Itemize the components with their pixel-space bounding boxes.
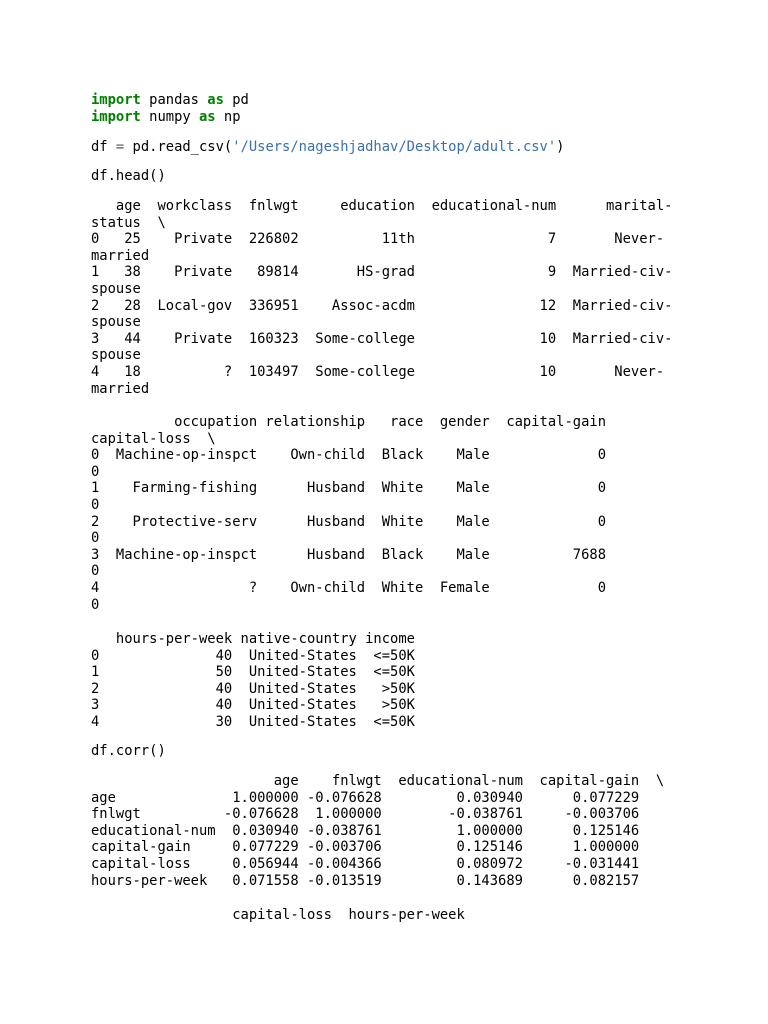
- corr-output-part2: [91, 907, 465, 924]
- head-call-line: df.head(): [91, 168, 166, 184]
- output-line: educational-num 0.030940 -0.038761 1.000000 0.125146: [91, 822, 640, 839]
- output-line: 2 Protective-serv Husband White Male 0: [91, 513, 606, 530]
- output-line: married: [91, 380, 150, 397]
- output-line: married: [91, 247, 150, 264]
- output-line: 2 28 Local-gov 336951 Assoc-acdm 12 Married-civ-: [91, 297, 673, 314]
- csv-path-string: '/Users/nageshjadhav/Desktop/adult.csv': [232, 139, 557, 155]
- as-keyword: as: [207, 92, 224, 108]
- output-line: capital-gain 0.077229 -0.003706 0.125146 1.000000: [91, 839, 640, 856]
- output-line: 0: [91, 563, 100, 580]
- head-output-part2: [91, 414, 606, 613]
- output-line: spouse: [91, 280, 141, 297]
- output-line: 4 ? Own-child White Female 0: [91, 579, 606, 596]
- output-line: age 1.000000 -0.076628 0.030940 0.077229: [91, 789, 640, 806]
- output-line: occupation relationship race gender capital-gain: [91, 414, 606, 430]
- variable-name: df: [91, 139, 116, 155]
- output-line: 0: [91, 463, 100, 480]
- output-line: 0 25 Private 226802 11th 7 Never-: [91, 231, 665, 248]
- import-keyword: import: [91, 109, 141, 125]
- output-line: fnlwgt -0.076628 1.000000 -0.038761 -0.003706: [91, 806, 640, 823]
- output-line: status \: [91, 214, 166, 231]
- read-csv-line: [91, 139, 564, 156]
- import-numpy-line: [91, 109, 241, 126]
- module-alias: np: [215, 109, 241, 125]
- output-line: hours-per-week 0.071558 -0.013519 0.143689 0.082157: [91, 872, 640, 889]
- import-keyword: import: [91, 92, 141, 108]
- output-line: 0: [91, 496, 100, 513]
- corr-call-line: df.corr(): [91, 743, 166, 759]
- module-name: numpy: [140, 109, 199, 125]
- output-line: capital-loss 0.056944 -0.004366 0.080972 -0.031441: [91, 855, 640, 872]
- as-keyword: as: [199, 109, 216, 125]
- head-output-part1: [91, 198, 672, 397]
- corr-output-part1: [91, 773, 664, 889]
- output-line: 0 Machine-op-inspct Own-child Black Male 0: [91, 447, 606, 464]
- output-line: age workclass fnlwgt education educational-num marital-: [91, 198, 673, 214]
- output-line: 3 44 Private 160323 Some-college 10 Married-civ-: [91, 330, 673, 347]
- output-line: 0 40 United-States <=50K: [91, 647, 415, 664]
- output-line: 4 18 ? 103497 Some-college 10 Never-: [91, 363, 665, 380]
- output-line: spouse: [91, 347, 141, 364]
- function-call: pd.read_csv(: [124, 139, 233, 155]
- module-alias: pd: [223, 92, 249, 108]
- output-line: 1 Farming-fishing Husband White Male 0: [91, 480, 606, 497]
- closing-paren: ): [556, 139, 565, 155]
- output-line: capital-loss hours-per-week: [91, 907, 465, 923]
- output-line: 1 38 Private 89814 HS-grad 9 Married-civ-: [91, 264, 673, 281]
- head-output-part3: [91, 631, 415, 731]
- output-line: capital-loss \: [91, 430, 216, 447]
- output-line: 0: [91, 596, 100, 613]
- output-line: 2 40 United-States >50K: [91, 680, 415, 697]
- assign-operator: =: [115, 139, 125, 155]
- output-line: 0: [91, 530, 100, 547]
- output-line: 3 Machine-op-inspct Husband Black Male 7688: [91, 546, 606, 563]
- output-line: 3 40 United-States >50K: [91, 697, 415, 714]
- output-line: spouse: [91, 314, 141, 331]
- import-pandas-line: [91, 92, 249, 109]
- output-line: age fnlwgt educational-num capital-gain \: [91, 773, 665, 789]
- output-line: 1 50 United-States <=50K: [91, 664, 415, 681]
- module-name: pandas: [140, 92, 208, 108]
- output-line: hours-per-week native-country income: [91, 631, 415, 647]
- output-line: 4 30 United-States <=50K: [91, 713, 415, 730]
